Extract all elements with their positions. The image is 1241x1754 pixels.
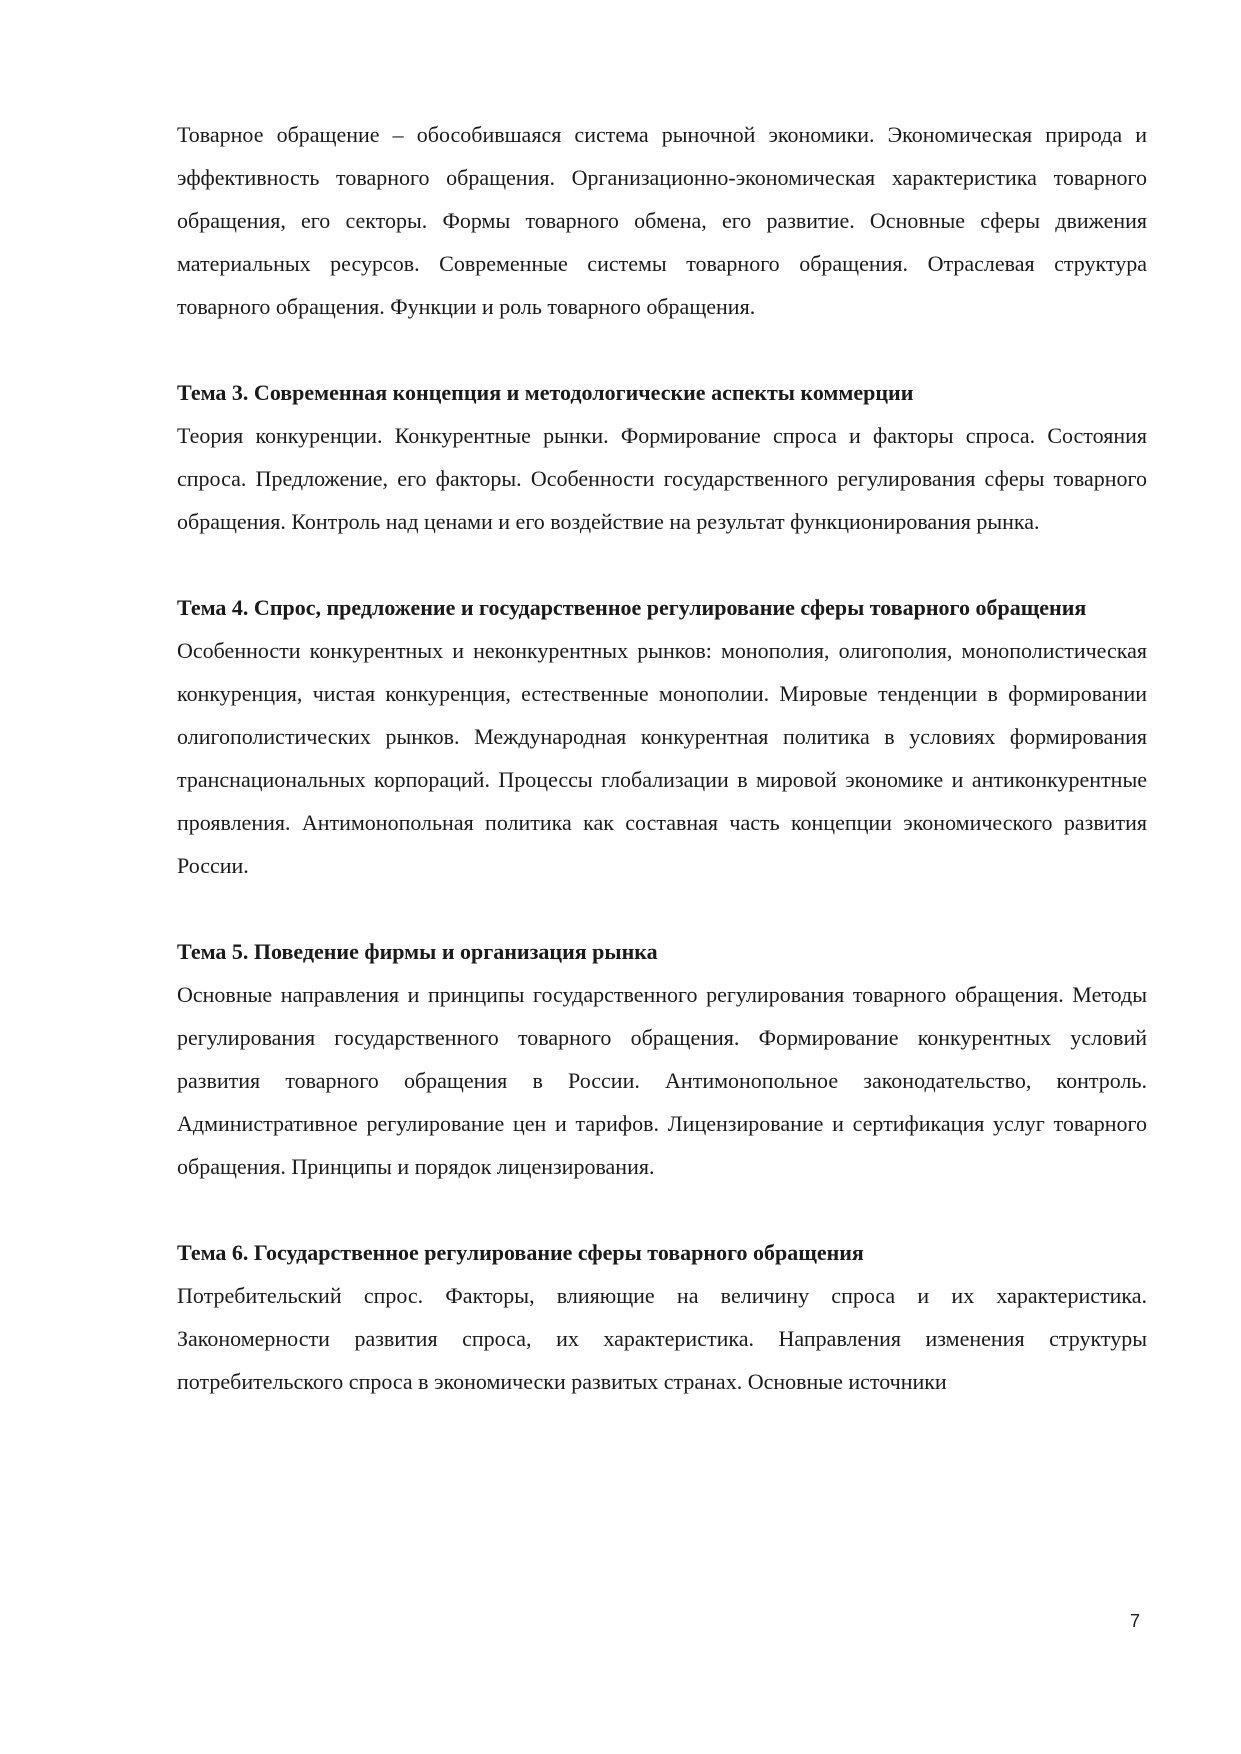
intro-paragraph: Товарное обращение – обособившаяся система рыночной экономики. Экономическая природа и эффективность товарного обращения. Организационно-экономическая характеристика товарного обращения, его секторы. Формы товарного обмена, его развитие. Основные сферы движения материальных ресурсов. Современные системы товарного обращения. Отраслевая структура товарного обращения. Функции и роль товарного обращения. — [177, 122, 1147, 319]
spacer — [177, 1188, 1147, 1231]
section-body-topic-3: Теория конкуренции. Конкурентные рынки. Формирование спроса и факторы спроса. Состояния спроса. Предложение, его факторы. Особенности государственного регулирования сферы товарного обращения. Контроль над ценами и его воздействие на результат функционирования рынка. — [177, 423, 1147, 534]
section-title-topic-4: Тема 4. Спрос, предложение и государственное регулирование сферы товарного обращения — [177, 595, 1087, 620]
spacer — [177, 543, 1147, 586]
spacer — [177, 328, 1147, 371]
section-body-topic-5: Основные направления и принципы государственного регулирования товарного обращения. Методы регулирования государственного товарного обращения. Формирование конкурентных условий развития товарного обращения в России. Антимонопольное законодательство, контроль. Административное регулирование цен и тарифов. Лицензирование и сертификация услуг товарного обращения. Принципы и порядок лицензирования. — [177, 982, 1147, 1179]
page-number: 7 — [1130, 1611, 1141, 1631]
section-title-topic-3: Тема 3. Современная концепция и методологические аспекты коммерции — [177, 380, 914, 405]
document-page — [177, 113, 1147, 1403]
section-title-topic-5: Тема 5. Поведение фирмы и организация рынка — [177, 939, 658, 964]
section-body-topic-6: Потребительский спрос. Факторы, влияющие на величину спроса и их характеристика. Закономерности развития спроса, их характеристика. Направления изменения структуры потребительского спроса в экономически развитых странах. Основные источники — [177, 1283, 1147, 1394]
section-body-topic-4: Особенности конкурентных и неконкурентных рынков: монополия, олигополия, монополистическая конкуренция, чистая конкуренция, естественные монополии. Мировые тенденции в формировании олигополистических рынков. Международная конкурентная политика в условиях формирования транснациональных корпораций. Процессы глобализации в мировой экономике и антиконкурентные проявления. Антимонопольная политика как составная часть концепции экономического развития России. — [177, 638, 1147, 878]
section-title-topic-6: Тема 6. Государственное регулирование сферы товарного обращения — [177, 1240, 864, 1265]
spacer — [177, 887, 1147, 930]
